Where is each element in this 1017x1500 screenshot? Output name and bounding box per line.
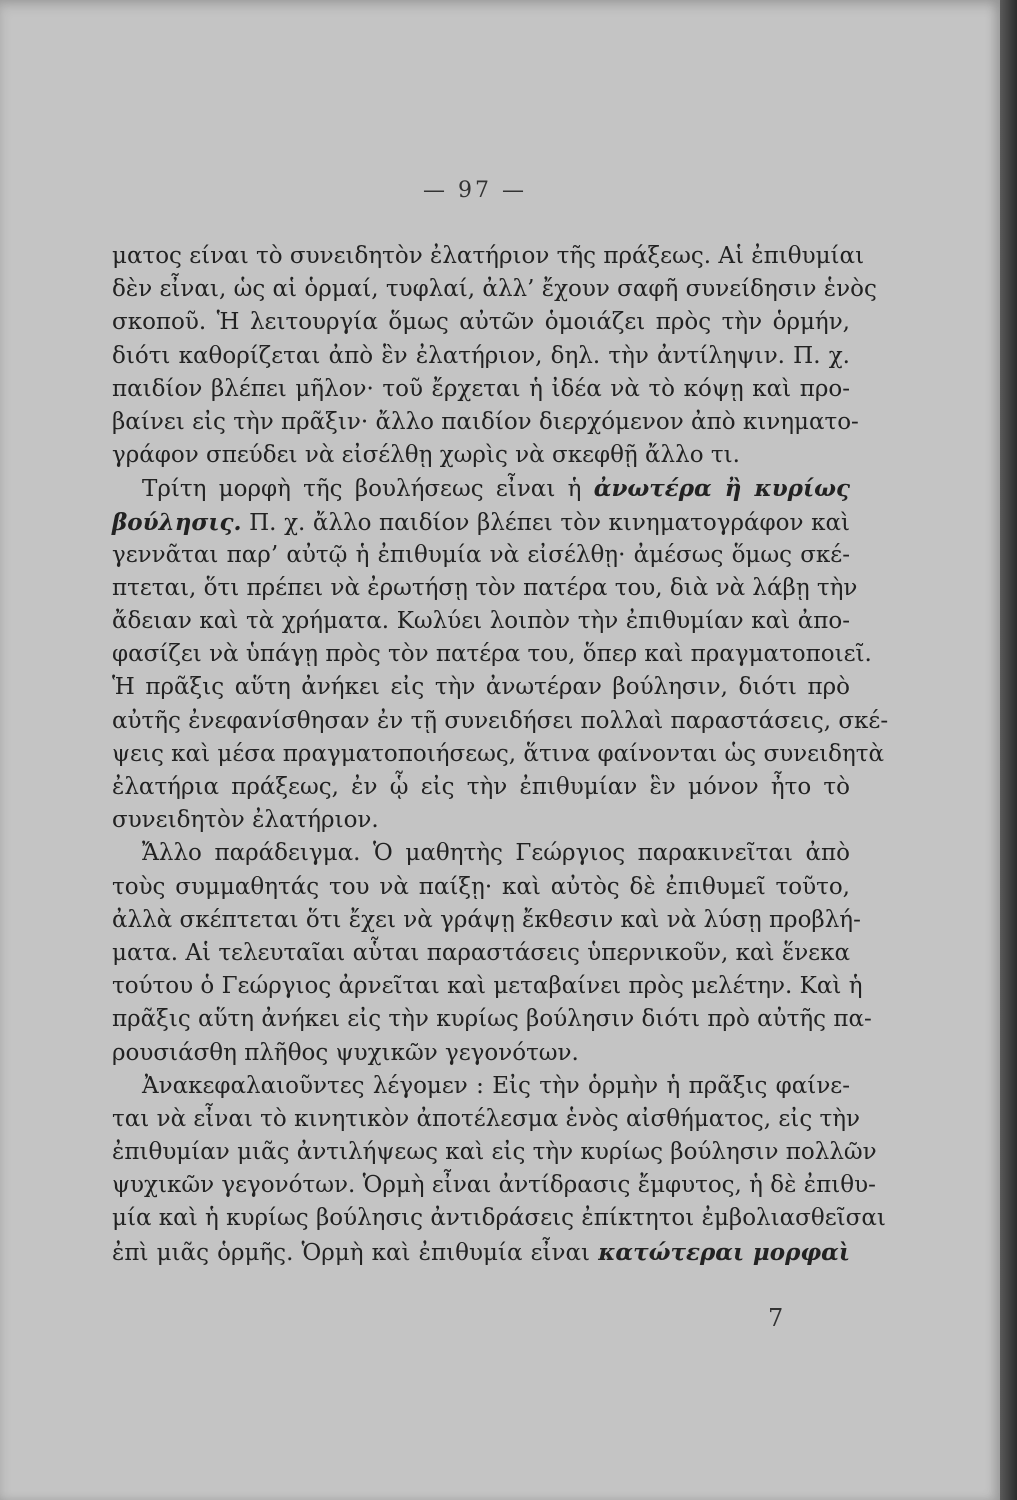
text-line: ψυχικῶν γεγονότων. Ὁρμὴ εἶναι ἀντίδρασις ἔμφυτος, ἡ δὲ ἐπιθυ- [112, 1172, 876, 1199]
text-line: ἐπιθυμίαν μιᾶς ἀντιλήψεως καὶ εἰς τὴν κυρίως βούλησιν πολλῶν [112, 1139, 877, 1166]
text-line: σκοποῦ. Ἡ λειτουργία ὅμως αὐτῶν ὁμοιάζει πρὸς τὴν ὁρμήν, [112, 309, 850, 336]
text-line: ματα. Αἱ τελευταῖαι αὗται παραστάσεις ὑπερνικοῦν, καὶ ἕνεκα [112, 939, 850, 966]
text-line: διότι καθορίζεται ἀπὸ ἓν ἐλατήριον, δηλ. τὴν ἀντίληψιν. Π. χ. [112, 342, 850, 369]
text-line: μία καὶ ἡ κυρίως βούλησις ἀντιδράσεις ἐπίκτητοι ἐμβολιασθεῖσαι [112, 1205, 886, 1232]
text-line: συνειδητὸν ἐλατήριον. [112, 807, 379, 834]
text-line: πτεται, ὅτι πρέπει νὰ ἐρωτήσῃ τὸν πατέρα του, διὰ νὰ λάβῃ τὴν [112, 574, 858, 601]
page-edge-shadow [1000, 0, 1017, 1500]
text-line: τούτου ὁ Γεώργιος ἀρνεῖται καὶ μεταβαίνει πρὸς μελέτην. Καὶ ἡ [112, 973, 863, 1000]
text-line: αὐτῆς ἐνεφανίσθησαν ἐν τῇ συνειδήσει πολλαὶ παραστάσεις, σκέ- [112, 707, 889, 734]
text-line: πρᾶξις αὕτη ἀνήκει εἰς τὴν κυρίως βούλησιν διότι πρὸ αὐτῆς πα- [112, 1006, 872, 1033]
text-line: παιδίον βλέπει μῆλον· τοῦ ἔρχεται ἡ ἰδέα νὰ τὸ κόψῃ καὶ προ- [112, 375, 850, 402]
text-line: Ἡ πρᾶξις αὕτη ἀνήκει εἰς τὴν ἀνωτέραν βούλησιν, διότι πρὸ [112, 674, 850, 701]
page-number-header: — 97 — [423, 178, 527, 203]
text-line: φασίζει νὰ ὑπάγῃ πρὸς τὸν πατέρα του, ὅπερ καὶ πραγματοποιεῖ. [112, 641, 872, 668]
signature-mark: 7 [768, 1304, 784, 1332]
text-line: γράφον σπεύδει νὰ εἰσέλθῃ χωρὶς νὰ σκεφθῇ ἄλλο τι. [112, 442, 740, 469]
text-line: βούλησις. Π. χ. ἄλλο παιδίον βλέπει τὸν κινηματογράφον καὶ [112, 508, 850, 536]
body-text [112, 240, 889, 1269]
text-line: δὲν εἶναι, ὡς αἱ ὁρμαί, τυφλαί, ἀλλ’ ἔχουν σαφῆ συνείδησιν ἑνὸς [112, 276, 877, 303]
emphasis-text: ἀνωτέρα ἢ κυρίως [593, 475, 850, 503]
text-line: ματος είναι τὸ συνειδητὸν ἐλατήριον τῆς πράξεως. Αἱ ἐπιθυμίαι [112, 243, 865, 269]
text-line: ἀλλὰ σκέπτεται ὅτι ἔχει νὰ γράψῃ ἔκθεσιν καὶ νὰ λύσῃ προβλή- [112, 906, 861, 933]
emphasis-text: βούλησις. [112, 508, 242, 536]
text-line: ρουσιάσθη πλῆθος ψυχικῶν γεγονότων. [112, 1039, 579, 1066]
text-line: ἐλατήρια πράξεως, ἐν ᾧ εἰς τὴν ἐπιθυμίαν ἓν μόνον ἦτο τὸ [112, 774, 850, 800]
text-line: ψεις καὶ μέσα πραγματοποιήσεως, ἅτινα φαίνονται ὡς συνειδητὰ [112, 740, 884, 767]
text-line: ἄδειαν καὶ τὰ χρήματα. Κωλύει λοιπὸν τὴν ἐπιθυμίαν καὶ ἀπο- [112, 608, 850, 635]
text-line: ἐπὶ μιᾶς ὁρμῆς. Ὁρμὴ καὶ ἐπιθυμία εἶναι κατώτεραι μορφαὶ [112, 1238, 851, 1266]
text-line: βαίνει εἰς τὴν πρᾶξιν· ἄλλο παιδίον διερχόμενον ἀπὸ κινηματο- [112, 408, 859, 435]
text-line: Τρίτη μορφὴ τῆς βουλήσεως εἶναι ἡ ἀνωτέρα ἢ κυρίως [142, 475, 850, 503]
text-line: ται νὰ εἶναι τὸ κινητικὸν ἀποτέλεσμα ἑνὸς αἰσθήματος, εἰς τὴν [112, 1105, 861, 1132]
text-line: Ἀνακεφαλαιοῦντες λέγομεν : Εἰς τὴν ὁρμὴν ἡ πρᾶξις φαίνε- [142, 1072, 850, 1099]
text-line: Ἄλλο παράδειγμα. Ὁ μαθητὴς Γεώργιος παρακινεῖται ἀπὸ [142, 840, 850, 867]
emphasis-text: κατώτεραι μορφαὶ [598, 1238, 851, 1266]
text-line: τοὺς συμμαθητάς του νὰ παίξῃ· καὶ αὐτὸς δὲ ἐπιθυμεῖ τοῦτο, [112, 873, 850, 900]
text-line: γεννᾶται παρ’ αὐτῷ ἡ ἐπιθυμία νὰ εἰσέλθῃ· ἀμέσως ὅμως σκέ- [112, 541, 850, 568]
